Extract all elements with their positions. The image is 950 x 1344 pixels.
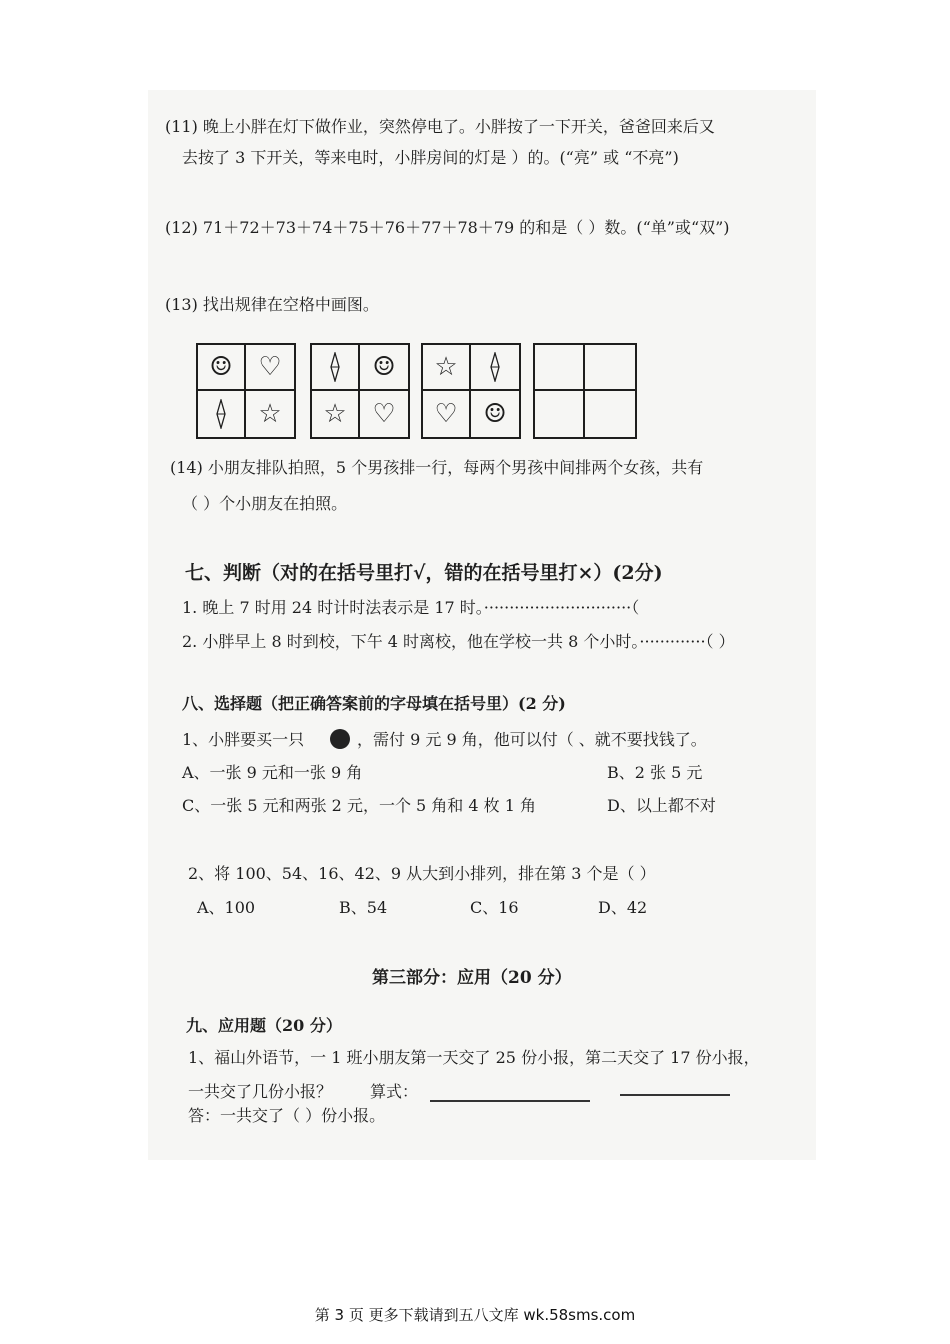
section8-q1-option-a: A、一张 9 元和一张 9 角 [182,763,363,782]
diamond-icon [330,352,340,382]
grid3-cell-2 [471,345,519,391]
section9-answer: 答：一共交了（ ）份小报。 [188,1106,386,1125]
heart-icon: ♡ [372,399,396,429]
blank-cell-3[interactable] [535,391,585,437]
grid1-cell-4 [246,391,294,437]
q12: (12) 71＋72＋73＋74＋75＋76＋77＋78＋79 的和是（ ）数。(“单”或“双”) [165,218,730,237]
section8-q2-option-a: A、100 [197,898,256,917]
section8-q1-before: 1、小胖要买一只 [182,730,305,749]
smiley-icon: ☺ [483,399,507,429]
formula-blank-line-2[interactable] [620,1094,730,1096]
grid1-cell-2 [246,345,294,391]
blank-cell-4[interactable] [585,391,635,437]
grid2-cell-4 [360,391,408,437]
section8-q1-after: ，需付 9 元 9 角，他可以付（ 、就不要找钱了。 [357,730,707,749]
section7-title: 七、判断（对的在括号里打√，错的在括号里打×）(2分) [185,562,663,584]
heart-icon: ♡ [258,352,282,382]
grid2-cell-3 [312,391,360,437]
grid1-cell-3 [198,391,246,437]
star-icon: ☆ [323,399,347,429]
section8-q2: 2、将 100、54、16、42、9 从大到小排列，排在第 3 个是（ ） [188,864,656,883]
part3-title: 第三部分：应用（20 分） [372,968,572,988]
heart-icon: ♡ [434,399,458,429]
section8-q1-option-d: D、以上都不对 [607,796,716,815]
scanned-page [148,90,816,1160]
section9-title: 九、应用题（20 分） [186,1016,342,1035]
formula-blank-line[interactable] [430,1100,590,1102]
q11-line2: 去按了 3 下开关，等来电时，小胖房间的灯是 ）的。(“亮” 或 “不亮”) [182,148,679,167]
smiley-icon: ☺ [209,352,233,382]
pattern-grid-1 [196,343,296,439]
section8-q2-option-c: C、16 [470,898,519,917]
pattern-grid-2 [310,343,410,439]
section7-item-2: 2. 小胖早上 8 时到校，下午 4 时离校，他在学校一共 8 个小时。·············（ ） [182,632,735,651]
formula-label: 算式： [370,1082,419,1101]
grid1-cell-1 [198,345,246,391]
section8-q2-option-d: D、42 [598,898,648,917]
blank-cell-1[interactable] [535,345,585,391]
grid3-cell-3 [423,391,471,437]
smiley-icon: ☺ [372,352,396,382]
section8-q1-option-c: C、一张 5 元和两张 2 元，一个 5 角和 4 枚 1 角 [182,796,537,815]
grid2-cell-1 [312,345,360,391]
star-icon: ☆ [434,352,458,382]
blank-cell-2[interactable] [585,345,635,391]
grid3-cell-1 [423,345,471,391]
section7-item-1: 1. 晚上 7 时用 24 时计时法表示是 17 时。·····························（ [182,598,640,617]
q14-line2: （ ）个小朋友在拍照。 [182,494,348,513]
pattern-grid-3 [421,343,521,439]
diamond-icon [490,352,500,382]
q13: (13) 找出规律在空格中画图。 [165,295,379,314]
pattern-grid-blank[interactable] [533,343,637,439]
diamond-icon [216,399,226,429]
section8-title: 八、选择题（把正确答案前的字母填在括号里）(2 分) [182,694,566,713]
section9-line2: 一共交了几份小报？ [188,1082,333,1101]
star-icon: ☆ [258,399,282,429]
q14-line1: (14) 小朋友排队拍照，5 个男孩排一行，每两个男孩中间排两个女孩，共有 [170,458,704,477]
q11-line1: (11) 晚上小胖在灯下做作业，突然停电了。小胖按了一下开关，爸爸回来后又 [165,117,715,136]
grid2-cell-2 [360,345,408,391]
section9-line1: 1、福山外语节，一 1 班小朋友第一天交了 25 份小报，第二天交了 17 份小报， [188,1048,760,1067]
section8-q1-option-b: B、2 张 5 元 [607,763,703,782]
section8-q2-option-b: B、54 [339,898,388,917]
toy-icon [330,729,350,749]
page-footer: 第 3 页 更多下载请到五八文库 wk.58sms.com [314,1306,636,1324]
grid3-cell-4 [471,391,519,437]
